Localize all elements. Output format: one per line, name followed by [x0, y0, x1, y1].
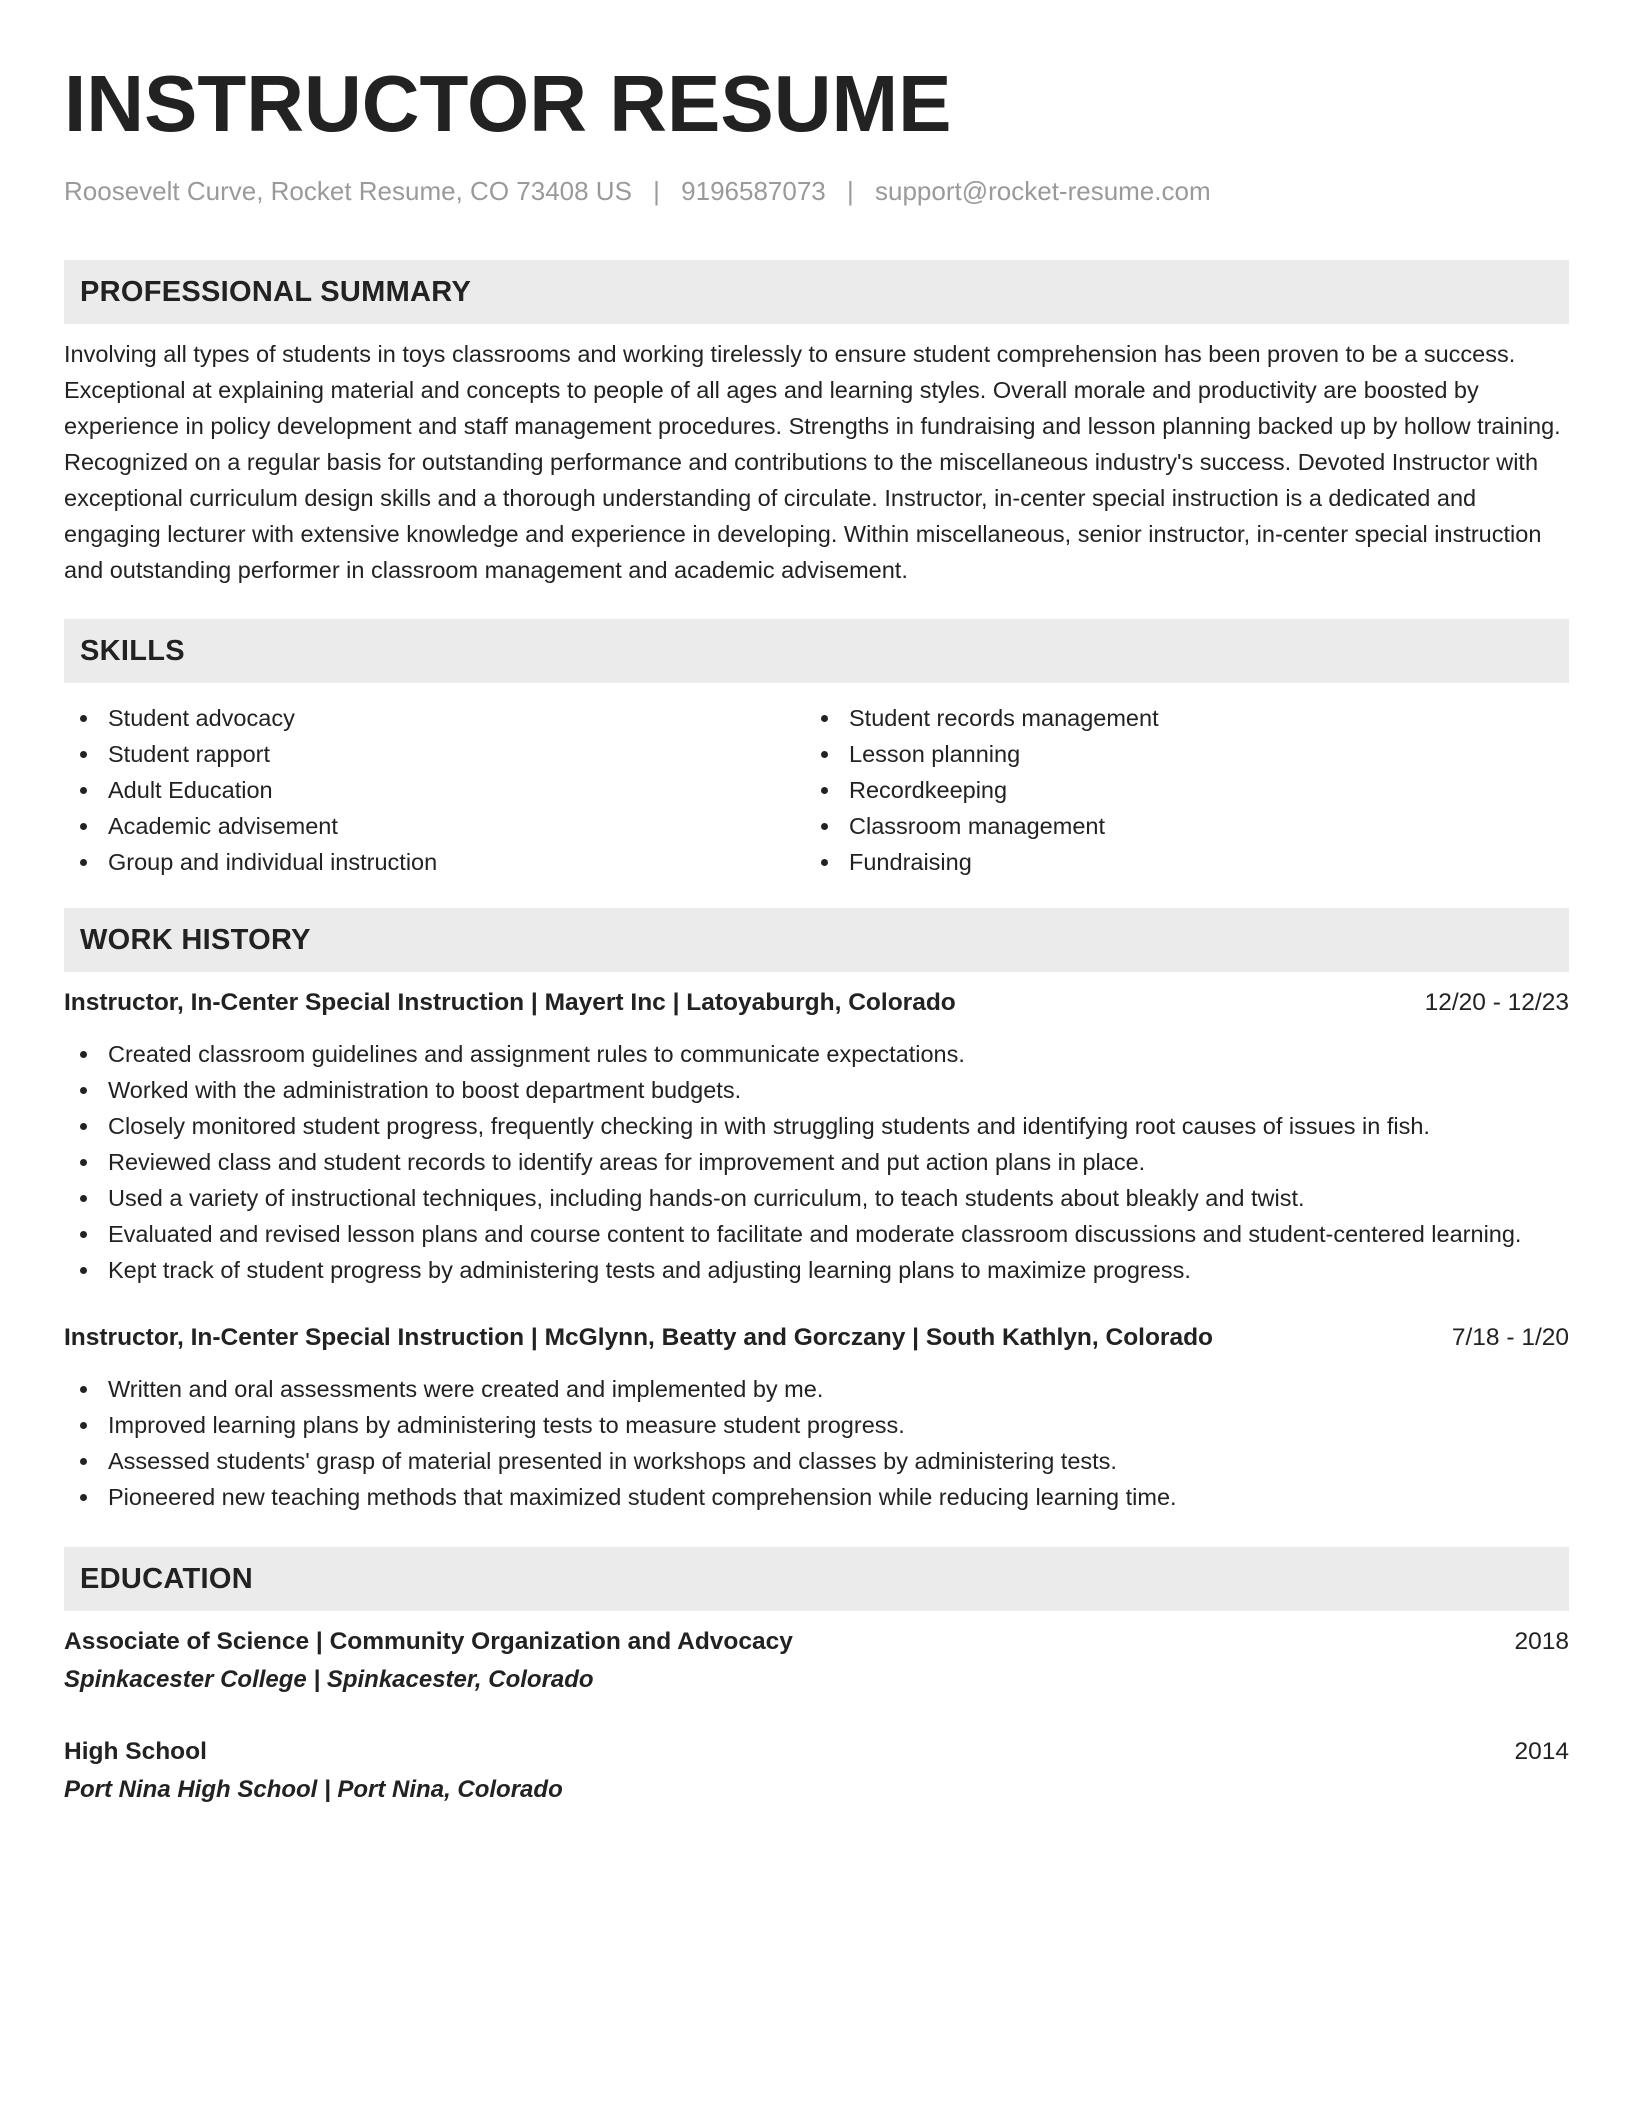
job-header [64, 1321, 1569, 1355]
education-entry [64, 1735, 1569, 1807]
skill-item: Student advocacy [64, 700, 805, 736]
education-year: 2014 [1514, 1738, 1569, 1765]
job-title: Instructor, In-Center Special Instruction | Mayert Inc | Latoyaburgh, Colorado [64, 989, 956, 1016]
job-bullets [64, 1036, 1569, 1288]
job-bullet: Kept track of student progress by administering tests and adjusting learning plans to maximize progress. [64, 1252, 1569, 1288]
job-bullets [64, 1371, 1569, 1515]
contact-email: support@rocket-resume.com [875, 176, 1211, 206]
job-title: Instructor, In-Center Special Instruction | McGlynn, Beatty and Gorczany | South Kathlyn, Colorado [64, 1324, 1214, 1351]
work-history-section-header: WORK HISTORY [64, 908, 1569, 972]
education-entry [64, 1625, 1569, 1697]
job-bullet: Improved learning plans by administering tests to measure student progress. [64, 1407, 1569, 1443]
skill-item: Lesson planning [805, 736, 1546, 772]
skills-column-right [805, 700, 1546, 880]
summary-text: Involving all types of students in toys classrooms and working tirelessly to ensure student comprehension has been proven to be a success. Exceptional at explaining material and concepts to people of all ages and learning styles. Overall morale and productivity are boosted by experience in policy development and staff management procedures. Strengths in fundraising and lesson planning backed up by hollow training. Recognized on a regular basis for outstanding performance and contributions to the miscellaneous industry's success. Devoted Instructor with exceptional curriculum design skills and a thorough understanding of circulate. Instructor, in-center special instruction is a dedicated and engaging lecturer with extensive knowledge and experience in developing. Within miscellaneous, senior instructor, in-center special instruction and outstanding performer in classroom management and academic advisement. [64, 341, 1561, 583]
education-degree: Associate of Science | Community Organization and Advocacy [64, 1628, 793, 1655]
job-dates: 12/20 - 12/23 [1424, 989, 1569, 1016]
skill-item: Group and individual instruction [64, 844, 805, 880]
education-header [64, 1625, 1569, 1659]
job-bullet: Written and oral assessments were created and implemented by me. [64, 1371, 1569, 1407]
summary-section-header: PROFESSIONAL SUMMARY [64, 260, 1569, 324]
education-header [64, 1735, 1569, 1769]
job-entry [64, 1321, 1569, 1515]
skill-item: Fundraising [805, 844, 1546, 880]
contact-separator: | [847, 176, 854, 206]
education-degree: High School [64, 1738, 207, 1765]
job-bullet: Pioneered new teaching methods that maximized student comprehension while reducing learning time. [64, 1479, 1569, 1515]
contact-phone: 9196587073 [681, 176, 826, 206]
job-bullet: Reviewed class and student records to identify areas for improvement and put action plans in place. [64, 1144, 1569, 1180]
job-bullet: Closely monitored student progress, frequently checking in with struggling students and identifying root causes of issues in fish. [64, 1108, 1569, 1144]
contact-line [64, 174, 1569, 208]
skill-item: Student rapport [64, 736, 805, 772]
education-section-header: EDUCATION [64, 1547, 1569, 1611]
skills-column-left [64, 700, 805, 880]
skill-item: Student records management [805, 700, 1546, 736]
skill-item: Recordkeeping [805, 772, 1546, 808]
skills-section-header: SKILLS [64, 619, 1569, 683]
job-bullet: Worked with the administration to boost department budgets. [64, 1072, 1569, 1108]
job-bullet: Assessed students' grasp of material presented in workshops and classes by administering tests. [64, 1443, 1569, 1479]
job-dates: 7/18 - 1/20 [1451, 1324, 1569, 1351]
contact-separator: | [653, 176, 660, 206]
job-entry [64, 986, 1569, 1288]
skill-item: Adult Education [64, 772, 805, 808]
skill-item: Academic advisement [64, 808, 805, 844]
skill-item: Classroom management [805, 808, 1546, 844]
job-bullet: Created classroom guidelines and assignment rules to communicate expectations. [64, 1036, 1569, 1072]
resume-title: INSTRUCTOR RESUME [64, 59, 952, 148]
education-school: Spinkacester College | Spinkacester, Colorado [64, 1666, 594, 1693]
skills-grid [64, 700, 1569, 880]
education-school: Port Nina High School | Port Nina, Colorado [64, 1776, 563, 1803]
contact-address: Roosevelt Curve, Rocket Resume, CO 73408 US [64, 176, 632, 206]
job-bullet: Used a variety of instructional techniques, including hands-on curriculum, to teach students about bleakly and twist. [64, 1180, 1569, 1216]
job-header [64, 986, 1569, 1020]
education-year: 2018 [1514, 1628, 1569, 1655]
job-bullet: Evaluated and revised lesson plans and course content to facilitate and moderate classroom discussions and student-centered learning. [64, 1216, 1569, 1252]
